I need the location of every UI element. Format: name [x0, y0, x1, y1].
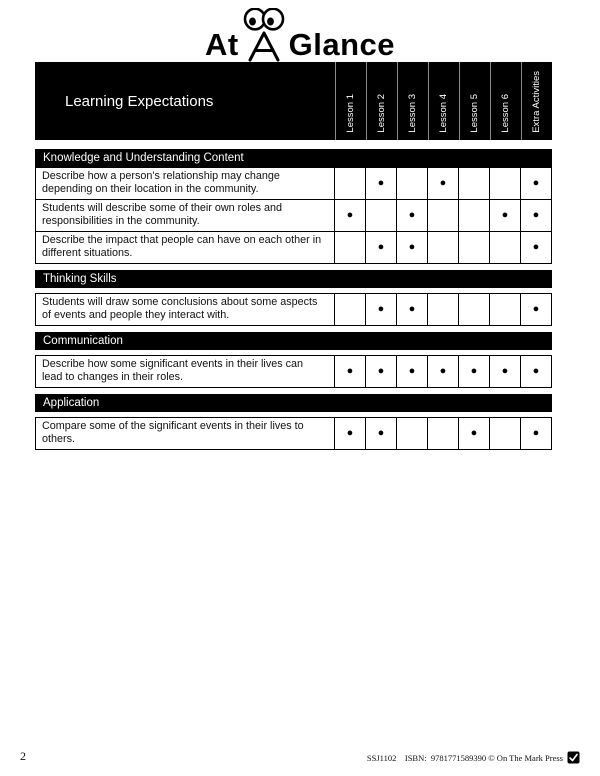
- column-header-1: [335, 62, 366, 140]
- eyes-a-icon: [241, 8, 287, 62]
- dot-cell-filled: ●: [366, 293, 397, 326]
- column-header-label: Lesson 5: [469, 94, 481, 133]
- dot-cell-empty: [459, 200, 490, 232]
- expectation-label: Describe how a person's relationship may change depending on their location in the community.: [35, 167, 335, 200]
- dot-cell-filled: ●: [428, 355, 459, 388]
- table-body: [35, 149, 552, 450]
- table-section: [35, 394, 552, 450]
- dot-cell-filled: ●: [397, 200, 428, 232]
- column-header-label: Lesson 3: [407, 94, 419, 133]
- dot-cell-filled: ●: [521, 167, 552, 200]
- dot-cell-filled: ●: [521, 293, 552, 326]
- column-header-6: [490, 62, 521, 140]
- column-header-label: Lesson 1: [345, 94, 357, 133]
- dot-cell-filled: ●: [335, 417, 366, 450]
- expectation-row: [35, 232, 552, 264]
- table-corner-label: Learning Expectations: [65, 92, 214, 110]
- dot-cell-empty: [490, 293, 521, 326]
- expectation-row: [35, 355, 552, 388]
- table-header-row: [35, 62, 552, 140]
- section-title: Application: [35, 394, 552, 412]
- dot-cell-empty: [490, 167, 521, 200]
- section-title: Communication: [35, 332, 552, 350]
- table-section: [35, 149, 552, 264]
- expectation-label: Describe how some significant events in their lives can lead to changes in their roles.: [35, 355, 335, 388]
- at-a-glance-logo: [0, 8, 600, 62]
- dot-cell-filled: ●: [366, 232, 397, 264]
- publisher-info: SSJ1102 ISBN: 9781771589390 © On The Mark Press: [366, 752, 563, 763]
- dot-cell-filled: ●: [521, 417, 552, 450]
- dot-cell-empty: [428, 293, 459, 326]
- dot-cell-empty: [428, 417, 459, 450]
- dot-cell-empty: [397, 417, 428, 450]
- column-header-label: Lesson 2: [376, 94, 388, 133]
- dot-cell-filled: ●: [397, 232, 428, 264]
- dot-cell-empty: [366, 200, 397, 232]
- expectation-label: Describe the impact that people can have on each other in different situations.: [35, 232, 335, 264]
- dot-cell-empty: [397, 167, 428, 200]
- column-header-label: Lesson 4: [438, 94, 450, 133]
- column-header-5: [459, 62, 490, 140]
- section-title: Knowledge and Understanding Content: [35, 149, 552, 167]
- dot-cell-empty: [335, 232, 366, 264]
- dot-cell-filled: ●: [428, 167, 459, 200]
- dot-cell-filled: ●: [366, 167, 397, 200]
- logo-word-at: At: [204, 27, 239, 62]
- dot-cell-filled: ●: [397, 293, 428, 326]
- section-title: Thinking Skills: [35, 270, 552, 288]
- expectation-label: Students will draw some conclusions about some aspects of events and people they interact with.: [35, 293, 335, 326]
- expectation-label: Students will describe some of their own roles and responsibilities in the community.: [35, 200, 335, 232]
- dot-cell-empty: [335, 167, 366, 200]
- column-header-label: Lesson 6: [500, 94, 512, 133]
- publisher-logo-icon: [567, 751, 580, 764]
- dot-cell-empty: [459, 293, 490, 326]
- column-header-3: [397, 62, 428, 140]
- dot-cell-filled: ●: [335, 200, 366, 232]
- dot-cell-filled: ●: [490, 200, 521, 232]
- dot-cell-empty: [490, 232, 521, 264]
- table-section: [35, 270, 552, 326]
- expectation-row: [35, 293, 552, 326]
- dot-cell-empty: [428, 232, 459, 264]
- column-header-label: Extra Activities: [531, 71, 543, 133]
- column-header-2: [366, 62, 397, 140]
- dot-cell-filled: ●: [459, 417, 490, 450]
- dot-cell-filled: ●: [490, 355, 521, 388]
- publisher-block: [367, 751, 580, 764]
- dot-cell-empty: [490, 417, 521, 450]
- expectation-row: [35, 200, 552, 232]
- learning-expectations-table: [35, 62, 552, 450]
- table-section: [35, 332, 552, 388]
- expectation-row: [35, 167, 552, 200]
- dot-cell-filled: ●: [397, 355, 428, 388]
- page-number: 2: [20, 749, 26, 763]
- dot-cell-filled: ●: [521, 200, 552, 232]
- expectation-row: [35, 417, 552, 450]
- dot-cell-empty: [335, 293, 366, 326]
- dot-cell-filled: ●: [521, 355, 552, 388]
- column-header-7: [521, 62, 552, 140]
- expectation-label: Compare some of the significant events in their lives to others.: [35, 417, 335, 450]
- logo-word-glance: Glance: [288, 27, 396, 62]
- dot-cell-empty: [428, 200, 459, 232]
- dot-cell-empty: [459, 167, 490, 200]
- dot-cell-empty: [459, 232, 490, 264]
- dot-cell-filled: ●: [366, 417, 397, 450]
- dot-cell-filled: ●: [366, 355, 397, 388]
- column-header-4: [428, 62, 459, 140]
- dot-cell-filled: ●: [335, 355, 366, 388]
- dot-cell-filled: ●: [521, 232, 552, 264]
- dot-cell-filled: ●: [459, 355, 490, 388]
- page-footer: [20, 749, 580, 764]
